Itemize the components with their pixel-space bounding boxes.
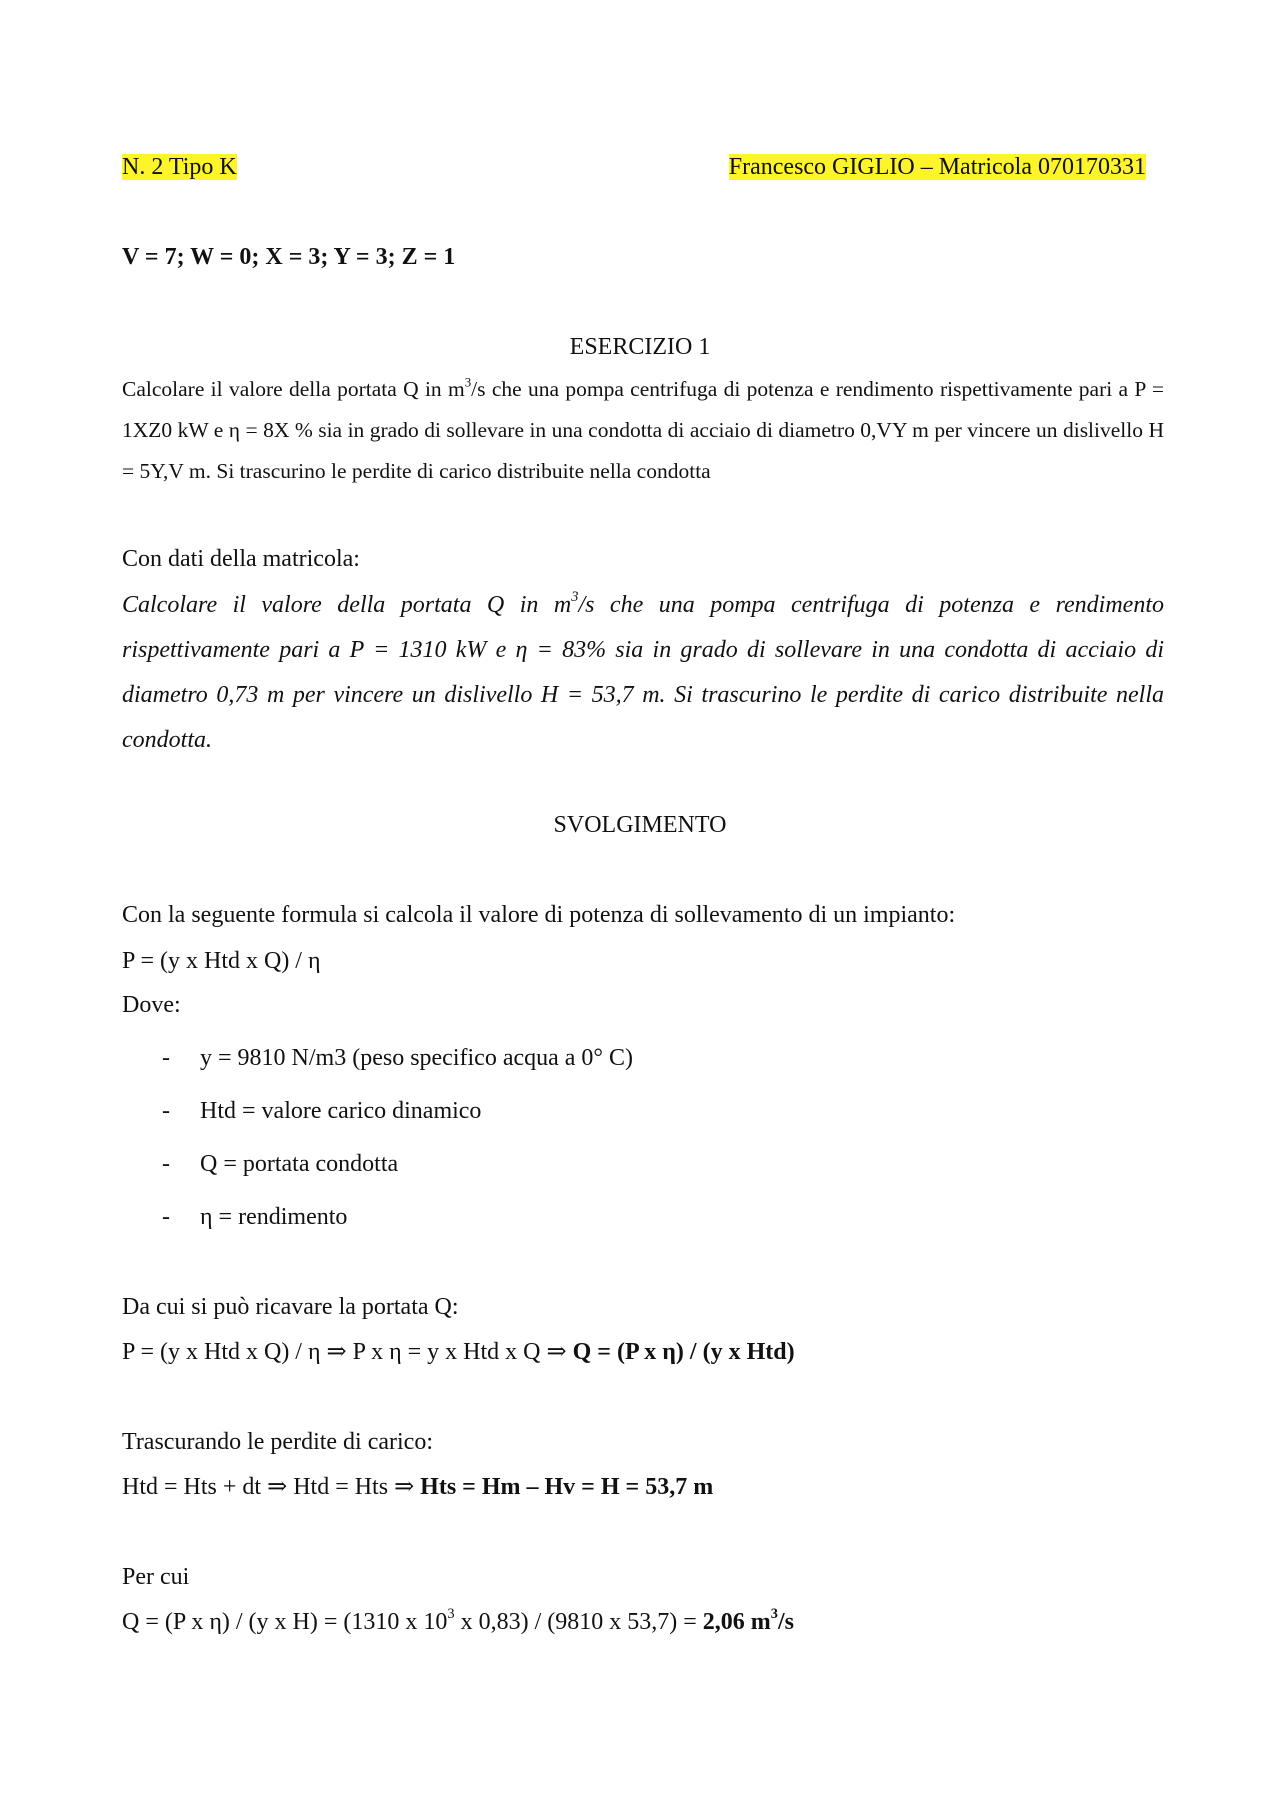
exercise-text-sup: 3 [464,375,472,390]
matricola-text-pre: Calcolare il valore della portata Q in m [122,592,572,618]
bullet-item: y = 9810 N/m3 (peso specifico acqua a 0° C) [200,1045,634,1071]
result-value-pre: 2,06 m [702,1609,771,1635]
losses-formula-bold: Hts = Hm – Hv = H = 53,7 m [420,1474,714,1500]
bullet-dash: - [162,1045,170,1071]
result-value [702,1606,794,1635]
bullet-item: η = rendimento [200,1204,348,1230]
header-left [122,151,237,183]
bullet-item: Htd = valore carico dinamico [200,1098,482,1124]
bullet-dash: - [162,1151,170,1177]
per-cui-label: Per cui [122,1564,190,1590]
derive-intro: Da cui si può ricavare la portata Q: [122,1294,459,1320]
derive-formula-plain: P = (y x Htd x Q) / η ⇒ P x η = y x Htd x Q ⇒ [122,1339,573,1365]
matricola-text [122,583,1164,763]
result-post: x 0,83) / (9810 x 53,7) = [454,1609,703,1635]
result-value-post: /s [777,1609,794,1635]
losses-formula-plain: Htd = Hts + dt ⇒ Htd = Hts ⇒ [122,1474,421,1500]
exercise-text [122,369,1164,492]
derive-formula [122,1336,795,1368]
where-label: Dove: [122,992,181,1018]
exercise-text-post: /s che una pompa centrifuga di potenza e rendimento rispettivamente pari a P = 1XZ0 kW e η = 8X % sia in grado di sollevare in una condotta di acciaio di diametro 0,VY m per vincere un dislivello H = 5Y,V m. Si trascurino le perdite di carico distribuite nella condotta [122,377,1165,483]
result-pre: Q = (P x η) / (y x H) = (1310 x 10 [122,1609,448,1635]
exercise-title: ESERCIZIO 1 [569,334,711,360]
losses-intro: Trascurando le perdite di carico: [122,1429,434,1455]
bullet-dash: - [162,1098,170,1124]
header-right-text: Francesco GIGLIO – Matricola 070170331 [728,154,1146,180]
bullet-dash: - [162,1204,170,1230]
header-left-text: N. 2 Tipo K [122,154,237,180]
matricola-text-post: /s che una pompa centrifuga di potenza e rendimento rispettivamente pari a P = 1310 kW e η = 83% sia in grado di sollevare in una condotta di acciaio di diametro 0,73 m per vincere un dislivello H = 53,7 m. Si trascurino le perdite di carico distribuite nella condotta. [122,592,1164,753]
solution-title: SVOLGIMENTO [553,812,727,838]
matricola-intro: Con dati della matricola: [122,546,360,572]
derive-formula-bold: Q = (P x η) / (y x Htd) [572,1339,795,1365]
result-value-sup: 3 [770,1606,778,1623]
losses-formula [122,1471,713,1503]
bullet-item: Q = portata condotta [200,1151,399,1177]
variables-line: V = 7; W = 0; X = 3; Y = 3; Z = 1 [122,244,456,270]
power-formula: P = (y x Htd x Q) / η [122,948,321,974]
matricola-text-sup: 3 [571,589,579,606]
result-formula [122,1606,794,1638]
solution-intro: Con la seguente formula si calcola il valore di potenza di sollevamento di un impianto: [122,902,956,928]
result-sup: 3 [447,1606,455,1623]
header-right [729,151,1146,183]
exercise-text-pre: Calcolare il valore della portata Q in m [122,377,465,401]
